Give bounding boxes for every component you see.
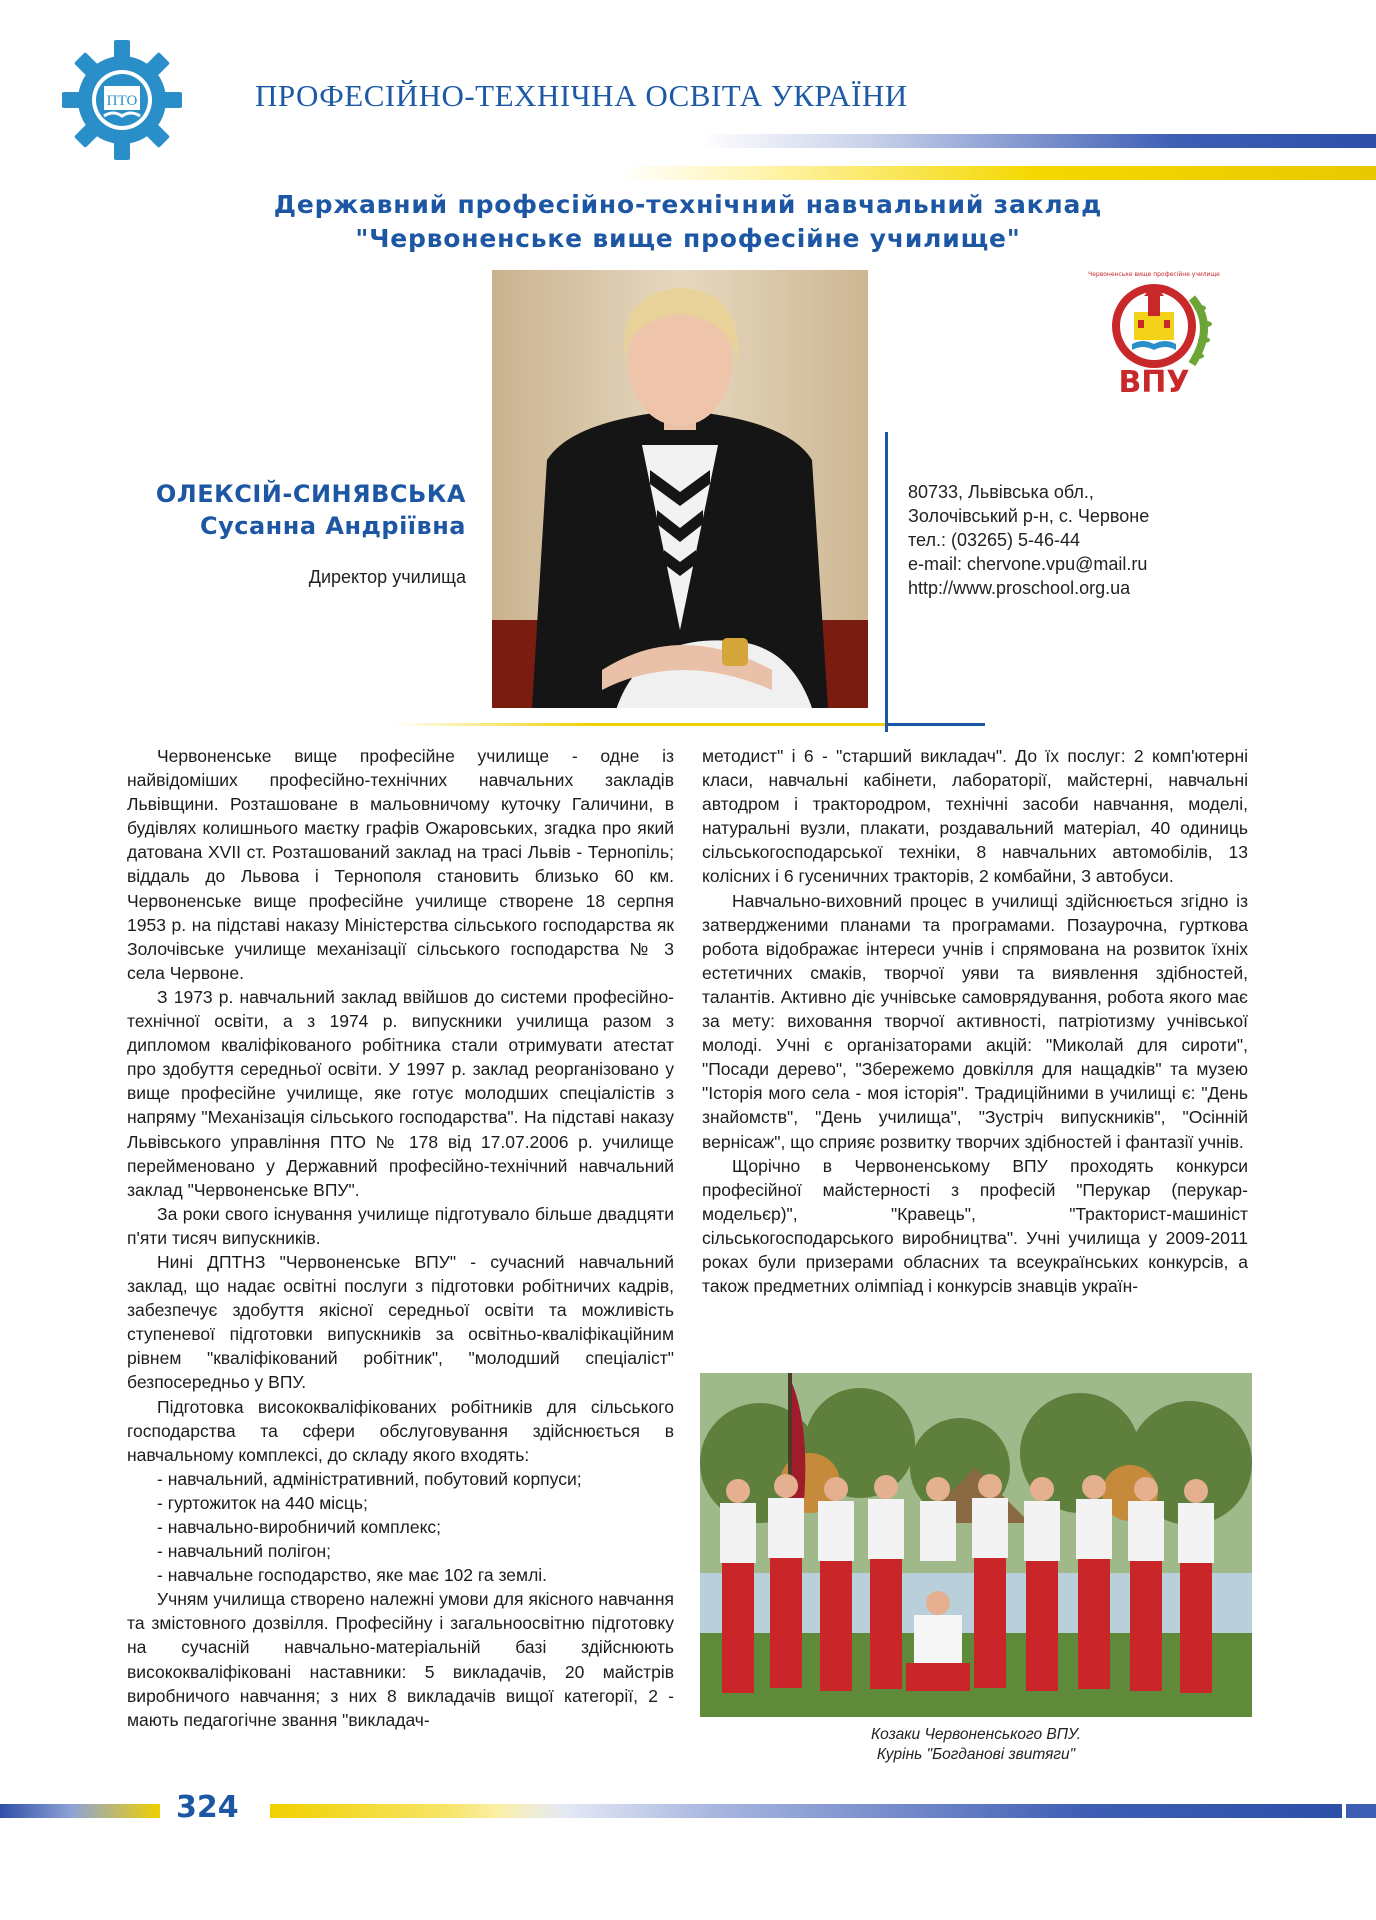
pto-gear-logo bbox=[60, 38, 184, 162]
paragraph: Нині ДПТНЗ "Червоненське ВПУ" - сучасний навчальний заклад, що надає освітні послуги з підготовки робітничих кадрів, забезпечує здобуття якісної середньої освіти та можливість ступеневої підготовки випускників за освітньо-кваліфікаційним рівнем "кваліфікований робітник", "молодший спеціаліст" безпосередньо у ВПУ. bbox=[127, 1251, 674, 1393]
article-title-line2: "Червоненське вище професійне училище" bbox=[355, 224, 1021, 253]
cossacks-group-photo bbox=[700, 1373, 1252, 1717]
emblem-ring-text: Червоненське вище професійне училище bbox=[1088, 271, 1220, 278]
header-stripe-blue bbox=[700, 134, 1376, 148]
article-title bbox=[200, 188, 1176, 256]
divider-horizontal-blue bbox=[885, 723, 985, 726]
paragraph: методист" і 6 - "старший викладач". До їх послуг: 2 комп'ютерні класи, навчальні кабінети, лабораторії, майстерні, навчальні автодром і трактородром, технічні засоби навчання, моделі, натуральні вузли, плакати, роздавальний матеріал, 40 одиниць сільськогосподарської техніки, 8 навчальних автомобілів, 13 колісних і 6 гусеничних тракторів, 2 комбайни, 3 автобуси. bbox=[702, 746, 1248, 887]
page-number: 324 bbox=[176, 1790, 239, 1825]
paragraph: З 1973 р. навчальний заклад ввійшов до системи професійно-технічної освіти, а з 1974 р. випускники училища разом з дипломом кваліфікованого робітника стали отримувати атестат про здобуття середньої освіти. У 1997 р. заклад реорганізовано у вище професійне училище, яке готує молодших спеціалістів з напряму "Механізація сільського господарства". На підставі наказу Львівського управління ПТО № 178 від 17.07.2006 р. училище перейменовано у Державний професійно-технічний навчальний заклад "Червоненське ВПУ". bbox=[127, 986, 674, 1200]
article-title-line1: Державний професійно-технічний навчальний заклад bbox=[273, 190, 1103, 219]
email[interactable]: e-mail: chervone.vpu@mail.ru bbox=[908, 554, 1148, 574]
photo-caption bbox=[700, 1725, 1252, 1765]
paragraph: Підготовка висококваліфікованих робітників для сільського господарства та сфери обслуговування здійснюється в навчальному комплексі, до складу якого входять: bbox=[127, 1396, 674, 1465]
article-column-right bbox=[702, 744, 1248, 1298]
caption-line2: Курінь "Богданові звитяги" bbox=[876, 1746, 1076, 1763]
list-item: - навчально-виробничий комплекс; bbox=[157, 1517, 442, 1537]
director-portrait bbox=[492, 270, 868, 708]
footer-stripe-left bbox=[0, 1804, 160, 1818]
article-column-left bbox=[127, 744, 674, 1732]
list-item: - навчальний полігон; bbox=[157, 1541, 332, 1562]
logo-text: ПТО bbox=[106, 93, 138, 109]
paragraph: Червоненське вище професійне училище - одне із найвідоміших професійно-технічних навчальних закладів Львівщини. Розташоване в мальовничому куточку Галичини, в будівлях колишнього маєтку графів Ожаровських, згадка про який датована XVII ст. Розташований заклад на трасі Львів - Тернопіль; віддаль до Львова і Тернополя становить близько 60 км. Червоненське вище професійне училище створене 18 серпня 1953 р. на підставі наказу Міністерства сільського господарства як Золочівське училище механізації сільського господарства № 3 села Червоне. bbox=[127, 746, 674, 983]
website[interactable]: http://www.proschool.org.ua bbox=[908, 578, 1131, 598]
emblem-abbr: ВПУ bbox=[1118, 365, 1190, 400]
person-given-name: Сусанна Андріївна bbox=[199, 512, 466, 540]
vpu-emblem bbox=[1088, 268, 1236, 400]
facility-list bbox=[127, 1467, 674, 1587]
footer-stripe-blue bbox=[500, 1804, 1342, 1818]
contact-block bbox=[908, 480, 1268, 600]
person-surname: ОЛЕКСІЙ-СИНЯВСЬКА bbox=[155, 480, 466, 508]
paragraph: Учням училища створено належні умови для якісного навчання та змістовного дозвілля. Професійну і загальноосвітню підготовку на сучасній навчально-матеріальній базі здійснюють висококваліфіковані наставники: 5 викладачів, 20 майстрів виробничого навчання; з них 8 викладачів вищої категорії, 2 - мають педагогічне звання "викладач- bbox=[127, 1589, 674, 1730]
address-line1: 80733, Львівська обл., bbox=[908, 482, 1094, 502]
footer-stripe-end bbox=[1346, 1804, 1376, 1818]
divider-vertical bbox=[885, 432, 888, 732]
header-stripe-yellow bbox=[620, 166, 1376, 180]
paragraph: Навчально-виховний процес в училищі здійснюється згідно із затвердженими планами та програмами. Позаурочна, гурткова робота відображає інтереси учнів і спрямована на розвиток їхніх естетичних смаків, творчої уяви та виявлення здібностей, талантів. Активно діє учнівське самоврядування, робота якого має за мету: виховання творчої активності, патріотизму учнівської молоді. Учні є організаторами акцій: "Миколай для сироти", "Посади дерево", "Збережемо довкілля для нащадків" та музею "Історія мого села - моя історія". Традиційними в училищі є: "День знайомств", "День училища", "Зустріч випускників", "Осінній вернісаж", що сприяє розвитку творчих здібностей і фантазії учнів. bbox=[702, 890, 1248, 1152]
caption-line1: Козаки Червоненського ВПУ. bbox=[870, 1726, 1081, 1743]
person-position: Директор училища bbox=[308, 567, 466, 587]
address-line2: Золочівський р-н, с. Червоне bbox=[908, 506, 1150, 526]
magazine-title: ПРОФЕСІЙНО-ТЕХНІЧНА ОСВІТА УКРАЇНИ bbox=[255, 78, 908, 113]
paragraph: За роки свого існування училище підготувало більше двадцяти п'яти тисяч випускників. bbox=[127, 1203, 674, 1248]
list-item: - гуртожиток на 440 місць; bbox=[157, 1492, 368, 1513]
paragraph: Щорічно в Червоненському ВПУ проходять конкурси професійної майстерності з професій "Перукар (перукар-модельєр)", "Кравець", "Тракторист-машиніст сільськогосподарського виробництва". Учні училища у 2009-2011 роках були призерами обласних та всеукраїнських конкурсів, а також предметних олімпіад і конкурсів знавців україн- bbox=[702, 1155, 1248, 1297]
list-item: - навчальне господарство, яке має 102 га землі. bbox=[157, 1565, 548, 1586]
phone: тел.: (03265) 5-46-44 bbox=[908, 530, 1081, 550]
list-item: - навчальний, адміністративний, побутовий корпуси; bbox=[157, 1468, 582, 1489]
divider-horizontal-yellow bbox=[392, 723, 888, 726]
